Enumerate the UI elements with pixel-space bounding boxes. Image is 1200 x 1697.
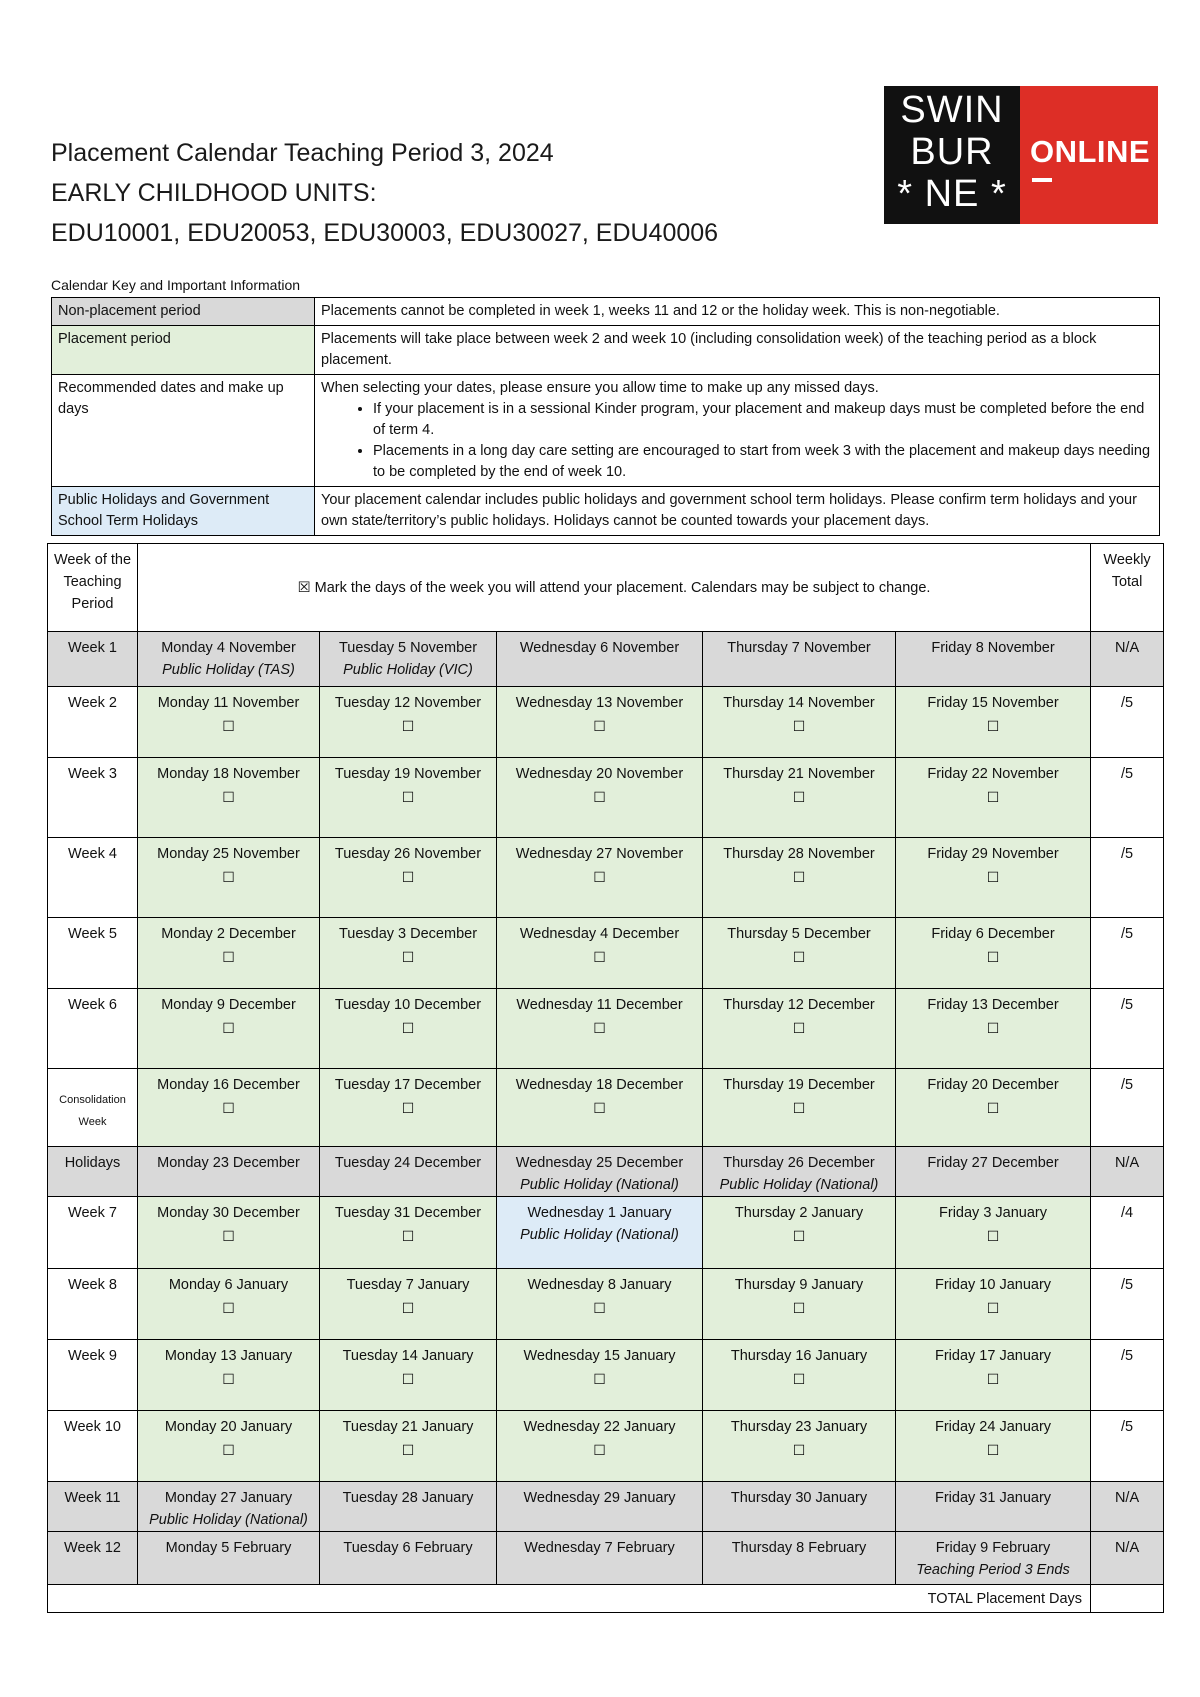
day-checkbox[interactable]: ☐ <box>401 1371 415 1387</box>
day-date: Friday 8 November <box>931 640 1055 656</box>
placement-calendar-table <box>47 543 1164 1613</box>
day-cell[interactable] <box>497 1069 703 1147</box>
day-date: Friday 22 November <box>927 766 1059 782</box>
day-cell[interactable] <box>896 1269 1091 1340</box>
title-block <box>51 133 851 253</box>
week-label: Consolidation Week <box>48 1069 138 1147</box>
day-checkbox[interactable]: ☐ <box>222 1100 235 1116</box>
week-label: Week 4 <box>48 838 138 918</box>
day-checkbox[interactable]: ☐ <box>593 949 606 965</box>
day-date: Tuesday 17 December <box>334 1077 482 1093</box>
day-checkbox[interactable]: ☐ <box>222 718 235 734</box>
day-date: Monday 11 November <box>157 695 300 711</box>
weekly-total: /5 <box>1091 989 1164 1069</box>
day-checkbox[interactable]: ☐ <box>986 1100 1000 1116</box>
day-note: Public Holiday (National) <box>719 1177 879 1193</box>
week-label: Week 3 <box>48 758 138 838</box>
day-cell[interactable] <box>703 989 896 1069</box>
day-checkbox[interactable]: ☐ <box>222 869 235 885</box>
key-bullet-list <box>321 399 1153 483</box>
key-label: Non-placement period <box>52 298 315 326</box>
day-date: Thursday 7 November <box>727 640 871 656</box>
day-cell[interactable] <box>320 1340 497 1411</box>
day-date: Thursday 30 January <box>730 1490 868 1506</box>
day-date: Friday 27 December <box>927 1155 1059 1171</box>
day-checkbox[interactable]: ☐ <box>986 789 1000 805</box>
day-cell[interactable] <box>320 838 497 918</box>
swinburne-online-logo <box>884 86 1158 224</box>
day-checkbox[interactable]: ☐ <box>986 949 1000 965</box>
day-checkbox[interactable]: ☐ <box>593 1020 606 1036</box>
day-cell[interactable] <box>320 758 497 838</box>
day-checkbox[interactable]: ☐ <box>222 1020 235 1036</box>
logo-online-text: ONLINE <box>1030 134 1151 169</box>
day-date: Friday 31 January <box>934 1490 1052 1506</box>
day-date: Tuesday 10 December <box>334 997 482 1013</box>
week-row <box>48 1147 1164 1197</box>
key-label: Public Holidays and Government School Term Holidays <box>52 487 315 536</box>
day-cell <box>703 632 896 687</box>
day-cell <box>896 1147 1091 1197</box>
day-checkbox[interactable]: ☐ <box>401 1300 415 1316</box>
day-cell[interactable] <box>703 918 896 989</box>
day-cell[interactable] <box>497 687 703 758</box>
day-date: Tuesday 31 December <box>334 1205 482 1221</box>
day-note: Public Holiday (National) <box>149 1512 308 1528</box>
day-cell[interactable] <box>896 1069 1091 1147</box>
day-cell <box>138 1482 320 1532</box>
weekly-total: /5 <box>1091 838 1164 918</box>
day-checkbox[interactable]: ☐ <box>222 949 235 965</box>
day-date: Tuesday 6 February <box>343 1540 473 1556</box>
day-cell[interactable] <box>138 1269 320 1340</box>
logo-online-panel <box>1020 86 1158 224</box>
day-cell[interactable] <box>138 838 320 918</box>
weekly-total: N/A <box>1091 1482 1164 1532</box>
day-cell[interactable] <box>497 838 703 918</box>
day-checkbox[interactable]: ☐ <box>401 1228 415 1244</box>
day-checkbox[interactable]: ☐ <box>593 1300 606 1316</box>
day-checkbox[interactable]: ☐ <box>792 1371 806 1387</box>
day-date: Wednesday 20 November <box>515 766 684 782</box>
day-cell[interactable] <box>138 758 320 838</box>
day-date: Monday 6 January <box>168 1277 289 1293</box>
day-cell <box>138 632 320 687</box>
weekly-total: /5 <box>1091 687 1164 758</box>
day-cell[interactable] <box>320 989 497 1069</box>
day-date: Monday 5 February <box>165 1540 292 1556</box>
day-cell[interactable] <box>138 1411 320 1482</box>
day-checkbox[interactable]: ☐ <box>401 789 415 805</box>
total-placement-days-value[interactable] <box>1091 1585 1164 1613</box>
day-cell[interactable] <box>703 687 896 758</box>
day-cell <box>320 1532 497 1585</box>
total-row <box>48 1585 1164 1613</box>
day-date: Tuesday 14 January <box>342 1348 474 1364</box>
week-label: Week 5 <box>48 918 138 989</box>
day-cell <box>896 632 1091 687</box>
day-checkbox[interactable]: ☐ <box>792 1100 806 1116</box>
day-cell[interactable] <box>896 918 1091 989</box>
day-checkbox[interactable]: ☐ <box>222 1300 235 1316</box>
weekly-total: /5 <box>1091 1269 1164 1340</box>
day-date: Thursday 16 January <box>730 1348 868 1364</box>
day-checkbox[interactable]: ☐ <box>792 1020 806 1036</box>
day-note: Teaching Period 3 Ends <box>916 1562 1070 1578</box>
day-cell <box>497 1197 703 1269</box>
day-cell[interactable] <box>320 687 497 758</box>
day-cell[interactable] <box>896 989 1091 1069</box>
day-cell[interactable] <box>320 1069 497 1147</box>
day-checkbox[interactable]: ☐ <box>593 789 606 805</box>
day-cell[interactable] <box>497 1269 703 1340</box>
key-text: Your placement calendar includes public holidays and government school term holidays. Please confirm term holidays and your own state/territory’s public holidays. Holidays cannot be counted towards your placement days. <box>315 487 1160 536</box>
day-checkbox[interactable]: ☐ <box>222 1228 235 1244</box>
day-cell[interactable] <box>703 838 896 918</box>
week-row <box>48 1482 1164 1532</box>
day-date: Thursday 12 December <box>723 997 875 1013</box>
day-cell[interactable] <box>320 1197 497 1269</box>
day-cell <box>703 1482 896 1532</box>
day-checkbox[interactable]: ☐ <box>986 869 1000 885</box>
day-cell <box>896 1532 1091 1585</box>
week-row <box>48 1197 1164 1269</box>
day-date: Monday 27 January <box>164 1490 293 1506</box>
logo-row-3: * NE * <box>897 173 1007 215</box>
week-row <box>48 758 1164 838</box>
key-row <box>52 326 1160 375</box>
day-date: Wednesday 8 January <box>527 1277 672 1293</box>
day-checkbox[interactable]: ☐ <box>792 1300 806 1316</box>
day-cell <box>497 1532 703 1585</box>
day-checkbox[interactable]: ☐ <box>792 949 806 965</box>
day-date: Monday 9 December <box>161 997 296 1013</box>
day-checkbox[interactable]: ☐ <box>401 718 415 734</box>
day-date: Friday 3 January <box>939 1205 1048 1221</box>
week-row <box>48 1340 1164 1411</box>
day-date: Tuesday 28 January <box>342 1490 474 1506</box>
day-cell <box>896 1482 1091 1532</box>
day-checkbox[interactable]: ☐ <box>593 718 606 734</box>
logo-dash <box>1032 178 1052 182</box>
day-checkbox[interactable]: ☐ <box>401 1100 415 1116</box>
weekly-total: /5 <box>1091 1411 1164 1482</box>
day-checkbox[interactable]: ☐ <box>986 1442 1000 1458</box>
day-checkbox[interactable]: ☐ <box>986 1020 1000 1036</box>
day-note: Public Holiday (National) <box>520 1227 679 1243</box>
day-cell[interactable] <box>320 1411 497 1482</box>
day-checkbox[interactable]: ☐ <box>792 1228 806 1244</box>
day-date: Thursday 26 December <box>723 1155 875 1171</box>
week-label: Week 2 <box>48 687 138 758</box>
day-date: Friday 20 December <box>927 1077 1059 1093</box>
page-subtitle: EARLY CHILDHOOD UNITS: <box>51 179 377 207</box>
day-cell[interactable] <box>703 1269 896 1340</box>
week-row <box>48 918 1164 989</box>
day-date: Thursday 5 December <box>727 926 871 942</box>
key-row <box>52 298 1160 326</box>
week-label: Week 1 <box>48 632 138 687</box>
day-date: Tuesday 5 November <box>338 640 478 656</box>
page-title: Placement Calendar Teaching Period 3, 2024 <box>51 139 554 167</box>
day-checkbox[interactable]: ☐ <box>792 718 806 734</box>
day-date: Thursday 19 December <box>723 1077 875 1093</box>
day-date: Wednesday 1 January <box>527 1205 672 1221</box>
day-checkbox[interactable]: ☐ <box>401 1020 415 1036</box>
week-row <box>48 632 1164 687</box>
day-date: Tuesday 19 November <box>334 766 482 782</box>
weekly-total: /5 <box>1091 918 1164 989</box>
logo-row-1: SWIN <box>900 89 1004 131</box>
day-note: Public Holiday (VIC) <box>343 662 473 678</box>
weekly-total: /5 <box>1091 1340 1164 1411</box>
day-cell[interactable] <box>703 1069 896 1147</box>
key-label: Placement period <box>52 326 315 375</box>
week-row <box>48 838 1164 918</box>
day-date: Wednesday 15 January <box>523 1348 676 1364</box>
day-cell <box>320 1147 497 1197</box>
day-cell[interactable] <box>320 1269 497 1340</box>
week-row <box>48 1269 1164 1340</box>
key-row <box>52 487 1160 536</box>
day-date: Thursday 14 November <box>723 695 875 711</box>
week-row <box>48 989 1164 1069</box>
header-mark-instruction: ☒ Mark the days of the week you will attend your placement. Calendars may be subject to change. <box>138 544 1091 632</box>
day-cell[interactable] <box>497 989 703 1069</box>
day-date: Thursday 23 January <box>730 1419 868 1435</box>
day-cell <box>497 632 703 687</box>
key-bullet: • If your placement is in a sessional Kinder program, your placement and makeup days must be completed before the end of term 4. <box>373 399 1153 441</box>
key-text-cell <box>315 375 1160 487</box>
day-cell <box>497 1482 703 1532</box>
day-date: Friday 6 December <box>931 926 1055 942</box>
day-cell[interactable] <box>896 687 1091 758</box>
day-cell[interactable] <box>497 758 703 838</box>
day-checkbox[interactable]: ☐ <box>593 1100 606 1116</box>
day-cell <box>138 1147 320 1197</box>
week-row <box>48 1069 1164 1147</box>
day-cell[interactable] <box>138 1340 320 1411</box>
key-label: Recommended dates and make up days <box>52 375 315 487</box>
week-label: Week 11 <box>48 1482 138 1532</box>
day-checkbox[interactable]: ☐ <box>222 789 235 805</box>
logo-wordmark <box>884 86 1020 224</box>
day-date: Thursday 2 January <box>734 1205 864 1221</box>
weekly-total: /4 <box>1091 1197 1164 1269</box>
key-text: Placements cannot be completed in week 1, weeks 11 and 12 or the holiday week. This is non-negotiable. <box>315 298 1160 326</box>
day-date: Monday 18 November <box>157 766 300 782</box>
week-row <box>48 1411 1164 1482</box>
calendar-header-row <box>48 544 1164 632</box>
day-date: Monday 16 December <box>157 1077 300 1093</box>
day-cell[interactable] <box>497 1411 703 1482</box>
day-checkbox[interactable]: ☐ <box>401 869 415 885</box>
day-date: Monday 2 December <box>161 926 296 942</box>
day-cell[interactable] <box>497 1340 703 1411</box>
day-checkbox[interactable]: ☐ <box>593 869 606 885</box>
week-label: Holidays <box>48 1147 138 1197</box>
day-date: Monday 13 January <box>164 1348 293 1364</box>
day-cell[interactable] <box>703 1340 896 1411</box>
day-date: Wednesday 29 January <box>523 1490 676 1506</box>
week-row <box>48 1532 1164 1585</box>
total-placement-days-label: TOTAL Placement Days <box>48 1585 1091 1613</box>
day-cell <box>703 1532 896 1585</box>
day-checkbox[interactable]: ☐ <box>593 1371 606 1387</box>
day-cell <box>138 1532 320 1585</box>
day-date: Tuesday 7 January <box>346 1277 470 1293</box>
week-label: Week 8 <box>48 1269 138 1340</box>
week-row <box>48 687 1164 758</box>
day-cell[interactable] <box>703 758 896 838</box>
header-weekly-total: Weekly Total <box>1091 544 1164 632</box>
week-label: Week 12 <box>48 1532 138 1585</box>
day-date: Monday 23 December <box>157 1155 300 1171</box>
logo-row-2: BUR <box>910 131 994 173</box>
day-checkbox[interactable]: ☐ <box>792 1442 806 1458</box>
day-cell[interactable] <box>138 989 320 1069</box>
day-date: Friday 17 January <box>934 1348 1052 1364</box>
day-date: Friday 10 January <box>934 1277 1052 1293</box>
day-date: Monday 20 January <box>164 1419 293 1435</box>
day-date: Friday 15 November <box>927 695 1059 711</box>
day-cell[interactable] <box>896 1411 1091 1482</box>
day-date: Thursday 21 November <box>723 766 875 782</box>
day-cell[interactable] <box>896 1197 1091 1269</box>
day-date: Wednesday 11 December <box>516 997 683 1013</box>
week-label: Week 9 <box>48 1340 138 1411</box>
day-date: Friday 13 December <box>927 997 1059 1013</box>
day-cell[interactable] <box>703 1197 896 1269</box>
day-cell[interactable] <box>896 838 1091 918</box>
day-date: Wednesday 13 November <box>515 695 684 711</box>
weekly-total: N/A <box>1091 1532 1164 1585</box>
unit-codes: EDU10001, EDU20053, EDU30003, EDU30027, EDU40006 <box>51 219 719 247</box>
day-date: Monday 30 December <box>157 1205 300 1221</box>
day-cell[interactable] <box>896 1340 1091 1411</box>
day-cell[interactable] <box>703 1411 896 1482</box>
day-checkbox[interactable]: ☐ <box>986 1300 1000 1316</box>
day-date: Tuesday 21 January <box>342 1419 474 1435</box>
day-date: Wednesday 4 December <box>519 926 680 942</box>
day-date: Monday 4 November <box>161 640 296 656</box>
day-date: Friday 29 November <box>927 846 1059 862</box>
day-date: Wednesday 7 February <box>524 1540 675 1556</box>
day-cell[interactable] <box>138 687 320 758</box>
day-cell[interactable] <box>320 918 497 989</box>
day-checkbox[interactable]: ☐ <box>401 1442 415 1458</box>
day-date: Tuesday 24 December <box>334 1155 482 1171</box>
day-date: Tuesday 12 November <box>334 695 482 711</box>
day-date: Friday 24 January <box>934 1419 1052 1435</box>
day-checkbox[interactable]: ☐ <box>792 789 806 805</box>
day-date: Wednesday 25 December <box>515 1155 684 1171</box>
day-cell <box>497 1147 703 1197</box>
day-checkbox[interactable]: ☐ <box>986 1371 1000 1387</box>
day-date: Wednesday 22 January <box>523 1419 676 1435</box>
day-checkbox[interactable]: ☐ <box>222 1371 235 1387</box>
weekly-total: /5 <box>1091 758 1164 838</box>
key-bullet: • Placements in a long day care setting are encouraged to start from week 3 with the placement and makeup days needing to be completed by the end of week 10. <box>373 441 1153 483</box>
day-cell[interactable] <box>138 1069 320 1147</box>
day-cell[interactable] <box>138 1197 320 1269</box>
key-text: Placements will take place between week 2 and week 10 (including consolidation week) of the teaching period as a block placement. <box>315 326 1160 375</box>
calendar-key-table <box>51 297 1160 536</box>
header-week: Week of the Teaching Period <box>48 544 138 632</box>
week-label: Week 10 <box>48 1411 138 1482</box>
day-date: Thursday 9 January <box>734 1277 864 1293</box>
weekly-total: N/A <box>1091 632 1164 687</box>
weekly-total: N/A <box>1091 1147 1164 1197</box>
day-checkbox[interactable]: ☐ <box>792 869 806 885</box>
week-label: Week 7 <box>48 1197 138 1269</box>
day-cell <box>320 1482 497 1532</box>
weekly-total: /5 <box>1091 1069 1164 1147</box>
day-checkbox[interactable]: ☐ <box>986 718 1000 734</box>
day-date: Wednesday 18 December <box>515 1077 684 1093</box>
day-date: Thursday 28 November <box>723 846 875 862</box>
day-cell[interactable] <box>497 918 703 989</box>
day-checkbox[interactable]: ☐ <box>222 1442 235 1458</box>
day-date: Tuesday 26 November <box>334 846 482 862</box>
day-date: Wednesday 6 November <box>519 640 680 656</box>
day-date: Tuesday 3 December <box>338 926 478 942</box>
day-checkbox[interactable]: ☐ <box>986 1228 1000 1244</box>
day-cell <box>703 1147 896 1197</box>
key-text: When selecting your dates, please ensure you allow time to make up any missed days. <box>321 380 879 396</box>
week-label: Week 6 <box>48 989 138 1069</box>
key-heading: Calendar Key and Important Information <box>51 277 301 293</box>
day-date: Wednesday 27 November <box>515 846 684 862</box>
day-cell <box>320 632 497 687</box>
day-cell[interactable] <box>138 918 320 989</box>
day-checkbox[interactable]: ☐ <box>593 1442 606 1458</box>
day-note: Public Holiday (TAS) <box>162 662 295 678</box>
day-note: Public Holiday (National) <box>520 1177 679 1193</box>
day-checkbox[interactable]: ☐ <box>401 949 415 965</box>
day-date: Thursday 8 February <box>731 1540 867 1556</box>
key-row <box>52 375 1160 487</box>
day-date: Friday 9 February <box>935 1540 1051 1556</box>
day-date: Monday 25 November <box>157 846 300 862</box>
day-cell[interactable] <box>896 758 1091 838</box>
